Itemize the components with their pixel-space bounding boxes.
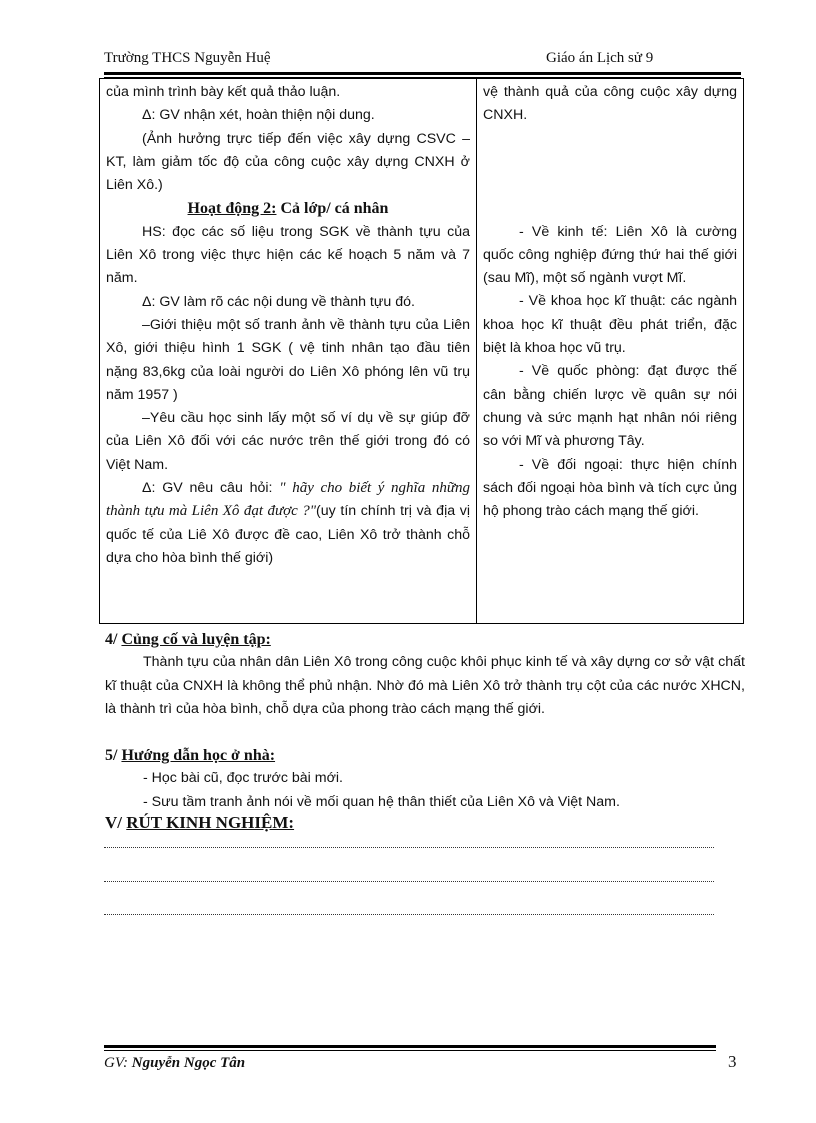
notes-line-2 [104, 881, 714, 882]
homework-item-2: - Sưu tầm tranh ảnh nói về mối quan hệ thân thiết của Liên Xô và Việt Nam. [143, 793, 620, 810]
teacher-comment-2: Δ: GV làm rõ các nội dung về thành tựu đó. [142, 293, 415, 310]
activity-2-mode: Cả lớp/ cá nhân [276, 200, 389, 218]
image-introduction: –Giới thiệu một số tranh ảnh về thành tựu của Liên Xô, giới thiệu hình 1 SGK ( vệ tinh nhân tạo đầu tiên nặng 83,6kg của loài người do Liên Xô phóng lên vũ trụ năm 1957 ) [106, 316, 470, 403]
teacher-question [106, 477, 470, 570]
economy-point: - Về kinh tế: Liên Xô là cường quốc công nghiệp đứng thứ hai thế giới (sau Mĩ), một số ngành vượt Mĩ. [483, 223, 737, 287]
section-5-title [105, 744, 745, 767]
teacher-label: GV: [104, 1055, 132, 1071]
page-number: 3 [728, 1052, 737, 1071]
foreign-policy-point: - Về đối ngoại: thực hiện chính sách đối ngoại hòa bình và tích cực ủng hộ phong trào cách mạng thế giới. [483, 456, 737, 520]
section-4 [105, 628, 745, 721]
science-point: - Về khoa học kĩ thuật: các ngành khoa học kĩ thuật đều phát triển, đặc biệt là khoa học vũ trụ. [483, 293, 737, 357]
page-header [104, 50, 716, 70]
section-4-label: Củng cố và luyện tập: [121, 631, 271, 648]
activity-2-heading [106, 197, 470, 220]
activity-2-label: Hoạt động 2: [187, 200, 277, 218]
lesson-table [99, 78, 744, 624]
content-spacer [483, 128, 737, 221]
section-4-number: 4/ [105, 631, 122, 648]
section-6-title [105, 811, 745, 834]
section-5-label: Hướng dẫn học ở nhà: [121, 747, 276, 764]
section-4-text: Thành tựu của nhân dân Liên Xô trong công cuộc khôi phục kinh tế và xây dựng cơ sở vật chất kĩ thuật của CNXH là không thể phủ nhận. Nhờ đó mà Liên Xô trở thành trụ cột của các nước XHCN, là thành trì của hòa bình, chỗ dựa của phong trào cách mạng thế giới. [105, 654, 745, 717]
homework-item-1: - Học bài cũ, đọc trước bài mới. [143, 770, 343, 787]
question-answer: (uy tín chính trị và địa vị quốc tế của Liê Xô được đề cao, Liên Xô trở thành chỗ dựa cho hòa bình thế giới) [106, 503, 470, 566]
footer-rule-thin [104, 1050, 716, 1051]
section-6-number: V/ [105, 813, 127, 832]
section-5 [105, 744, 745, 814]
question-text: " hãy cho biết ý nghĩa những thành tựu mà Liên Xô đạt được ?" [106, 480, 470, 520]
teacher-comment-1: Δ: GV nhận xét, hoàn thiện nội dung. [142, 107, 375, 124]
content-cell [477, 79, 744, 624]
teacher-name: Nguyễn Ngọc Tân [131, 1055, 246, 1071]
section-4-title [105, 628, 745, 651]
section-6-label: RÚT KINH NGHIỆM: [126, 813, 295, 832]
example-request: –Yêu cầu học sinh lấy một số ví dụ về sự giúp đỡ của Liên Xô đối với các nước trên thế giới trong đó có Việt Nam. [106, 410, 470, 473]
notes-line-1 [104, 847, 714, 848]
section-6 [105, 811, 745, 834]
impact-note: (Ảnh hưởng trực tiếp đến việc xây dựng CSVC – KT, làm giảm tốc độ của công cuộc xây dựng CNXH ở Liên Xô.) [106, 130, 470, 194]
content-intro-line: vệ thành quả của công cuộc xây dựng CNXH. [483, 84, 737, 124]
section-5-number: 5/ [105, 747, 122, 764]
header-rule-thick [104, 72, 741, 75]
student-task: HS: đọc các số liệu trong SGK về thành tựu của Liên Xô trong việc thực hiện các kế hoạch 5 năm và 7 năm. [106, 223, 470, 287]
subject-title: Giáo án Lịch sử 9 [546, 50, 654, 66]
discussion-line: của mình trình bày kết quả thảo luận. [106, 84, 341, 100]
page-footer [104, 1055, 245, 1072]
teacher-student-activities-cell [100, 79, 477, 624]
question-prefix: Δ: GV nêu câu hỏi: [142, 480, 280, 497]
school-name: Trường THCS Nguyễn Huệ [104, 50, 271, 66]
defense-point: - Về quốc phòng: đạt được thế cân bằng chiến lược về quân sự nói chung và sức mạnh hạt nhân nói riêng so với Mĩ và phương Tây. [483, 363, 737, 450]
notes-line-3 [104, 914, 714, 915]
footer-rule-thick [104, 1045, 716, 1048]
